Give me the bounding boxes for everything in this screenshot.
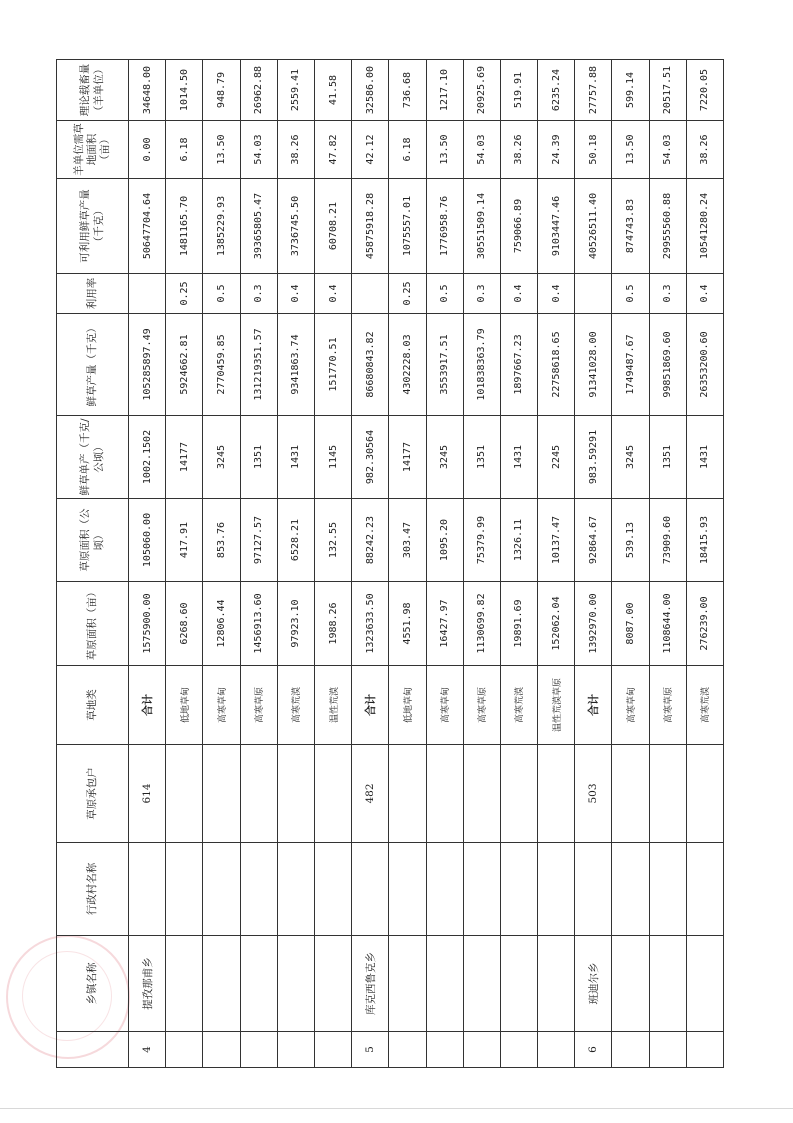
unit-yield-cell: 14177 bbox=[389, 416, 426, 499]
sheep-unit-area-cell: 54.03 bbox=[463, 121, 500, 179]
area-mu-cell: 1575900.00 bbox=[129, 582, 166, 666]
grass-type-cell: 高寒草原 bbox=[649, 666, 686, 745]
area-ha-cell: 18415.93 bbox=[686, 499, 723, 582]
village-cell bbox=[277, 843, 314, 936]
col-header-area-ha: 草原面积（公顷） bbox=[57, 499, 129, 582]
township-cell bbox=[686, 936, 723, 1032]
township-cell: 班迪尔乡 bbox=[575, 936, 612, 1032]
col-header-fresh-yield: 鲜草产量（千克） bbox=[57, 314, 129, 416]
capacity-cell: 6235.24 bbox=[538, 60, 575, 121]
township-cell: 提孜那甫乡 bbox=[129, 936, 166, 1032]
sheep-unit-area-cell: 0.00 bbox=[129, 121, 166, 179]
util-rate-cell bbox=[352, 274, 389, 314]
col-header-capacity: 理论载畜量（羊单位） bbox=[57, 60, 129, 121]
grass-type-cell: 高寒荒漠 bbox=[686, 666, 723, 745]
capacity-cell: 34648.00 bbox=[129, 60, 166, 121]
util-rate-cell: 0.4 bbox=[538, 274, 575, 314]
grass-type-cell: 高寒草甸 bbox=[612, 666, 649, 745]
grass-type-cell: 高寒草原 bbox=[463, 666, 500, 745]
row-index-cell: 5 bbox=[352, 1032, 389, 1068]
capacity-cell: 948.79 bbox=[203, 60, 240, 121]
area-mu-cell: 276239.00 bbox=[686, 582, 723, 666]
unit-yield-cell: 1431 bbox=[686, 416, 723, 499]
sheep-unit-area-cell: 38.26 bbox=[277, 121, 314, 179]
contracts-cell bbox=[277, 745, 314, 843]
unit-yield-cell: 1431 bbox=[277, 416, 314, 499]
contracts-cell bbox=[500, 745, 537, 843]
contracts-cell bbox=[612, 745, 649, 843]
capacity-cell: 32586.00 bbox=[352, 60, 389, 121]
area-mu-cell: 1988.26 bbox=[314, 582, 351, 666]
col-header-grass-type: 草地类 bbox=[57, 666, 129, 745]
usable-yield-cell: 30551509.14 bbox=[463, 179, 500, 274]
capacity-cell: 27757.88 bbox=[575, 60, 612, 121]
row-index-cell bbox=[277, 1032, 314, 1068]
area-mu-cell: 16427.97 bbox=[426, 582, 463, 666]
capacity-cell: 26962.88 bbox=[240, 60, 277, 121]
row-index-cell bbox=[426, 1032, 463, 1068]
village-cell bbox=[686, 843, 723, 936]
sheep-unit-area-cell: 50.18 bbox=[575, 121, 612, 179]
fresh-yield-cell: 1749487.67 bbox=[612, 314, 649, 416]
village-cell bbox=[389, 843, 426, 936]
unit-yield-cell: 2245 bbox=[538, 416, 575, 499]
table-row bbox=[277, 60, 314, 1068]
township-cell bbox=[166, 936, 203, 1032]
row-index-cell bbox=[203, 1032, 240, 1068]
township-cell bbox=[240, 936, 277, 1032]
capacity-cell: 20517.51 bbox=[649, 60, 686, 121]
township-cell bbox=[500, 936, 537, 1032]
col-header-unit-yield: 鲜草单产（千克/公顷） bbox=[57, 416, 129, 499]
village-cell bbox=[426, 843, 463, 936]
village-cell bbox=[538, 843, 575, 936]
usable-yield-cell: 3736745.50 bbox=[277, 179, 314, 274]
area-mu-cell: 6268.60 bbox=[166, 582, 203, 666]
unit-yield-cell: 982.30564 bbox=[352, 416, 389, 499]
contracts-cell: 482 bbox=[352, 745, 389, 843]
unit-yield-cell: 3245 bbox=[426, 416, 463, 499]
village-cell bbox=[575, 843, 612, 936]
area-ha-cell: 73909.60 bbox=[649, 499, 686, 582]
grass-type-cell: 温性荒漠 bbox=[314, 666, 351, 745]
township-cell bbox=[612, 936, 649, 1032]
capacity-cell: 2559.41 bbox=[277, 60, 314, 121]
unit-yield-cell: 1002.1502 bbox=[129, 416, 166, 499]
util-rate-cell: 0.4 bbox=[277, 274, 314, 314]
table-row bbox=[538, 60, 575, 1068]
township-cell bbox=[426, 936, 463, 1032]
area-mu-cell: 152062.04 bbox=[538, 582, 575, 666]
area-ha-cell: 132.55 bbox=[314, 499, 351, 582]
area-ha-cell: 88242.23 bbox=[352, 499, 389, 582]
grass-type-cell: 合计 bbox=[575, 666, 612, 745]
village-cell bbox=[612, 843, 649, 936]
sheep-unit-area-cell: 13.50 bbox=[612, 121, 649, 179]
unit-yield-cell: 3245 bbox=[203, 416, 240, 499]
area-ha-cell: 539.13 bbox=[612, 499, 649, 582]
col-header-index bbox=[57, 1032, 129, 1068]
usable-yield-cell: 45875918.28 bbox=[352, 179, 389, 274]
fresh-yield-cell: 151770.51 bbox=[314, 314, 351, 416]
col-header-township: 乡镇名称 bbox=[57, 936, 129, 1032]
fresh-yield-cell: 9341863.74 bbox=[277, 314, 314, 416]
capacity-cell: 41.58 bbox=[314, 60, 351, 121]
township-cell: 库克西鲁克乡 bbox=[352, 936, 389, 1032]
row-index-cell bbox=[389, 1032, 426, 1068]
area-ha-cell: 303.47 bbox=[389, 499, 426, 582]
util-rate-cell: 0.25 bbox=[389, 274, 426, 314]
util-rate-cell bbox=[575, 274, 612, 314]
row-index-cell bbox=[314, 1032, 351, 1068]
util-rate-cell: 0.5 bbox=[203, 274, 240, 314]
table-row bbox=[612, 60, 649, 1068]
contracts-cell bbox=[203, 745, 240, 843]
table-row bbox=[686, 60, 723, 1068]
usable-yield-cell: 50647704.64 bbox=[129, 179, 166, 274]
table-row bbox=[352, 60, 389, 1068]
area-mu-cell: 4551.98 bbox=[389, 582, 426, 666]
capacity-cell: 7220.05 bbox=[686, 60, 723, 121]
page-bottom-rule bbox=[0, 1108, 793, 1109]
usable-yield-cell: 29955560.88 bbox=[649, 179, 686, 274]
usable-yield-cell: 1385229.93 bbox=[203, 179, 240, 274]
row-index-cell bbox=[463, 1032, 500, 1068]
row-index-cell bbox=[500, 1032, 537, 1068]
village-cell bbox=[314, 843, 351, 936]
fresh-yield-cell: 1897667.23 bbox=[500, 314, 537, 416]
township-cell bbox=[203, 936, 240, 1032]
village-cell bbox=[203, 843, 240, 936]
capacity-cell: 736.68 bbox=[389, 60, 426, 121]
table-row bbox=[500, 60, 537, 1068]
fresh-yield-cell: 22758618.65 bbox=[538, 314, 575, 416]
grass-type-cell: 低地草甸 bbox=[166, 666, 203, 745]
table-row bbox=[575, 60, 612, 1068]
util-rate-cell: 0.4 bbox=[500, 274, 537, 314]
area-ha-cell: 1095.20 bbox=[426, 499, 463, 582]
grass-type-cell: 高寒草甸 bbox=[203, 666, 240, 745]
area-ha-cell: 853.76 bbox=[203, 499, 240, 582]
sheep-unit-area-cell: 38.26 bbox=[686, 121, 723, 179]
row-index-cell bbox=[538, 1032, 575, 1068]
contracts-cell bbox=[314, 745, 351, 843]
area-ha-cell: 6528.21 bbox=[277, 499, 314, 582]
township-cell bbox=[314, 936, 351, 1032]
col-header-village: 行政村名称 bbox=[57, 843, 129, 936]
row-index-cell bbox=[612, 1032, 649, 1068]
area-ha-cell: 10137.47 bbox=[538, 499, 575, 582]
village-cell bbox=[129, 843, 166, 936]
capacity-cell: 1217.10 bbox=[426, 60, 463, 121]
village-cell bbox=[500, 843, 537, 936]
area-mu-cell: 1456913.60 bbox=[240, 582, 277, 666]
area-mu-cell: 19891.69 bbox=[500, 582, 537, 666]
sheep-unit-area-cell: 54.03 bbox=[240, 121, 277, 179]
area-mu-cell: 1108644.00 bbox=[649, 582, 686, 666]
table-row bbox=[314, 60, 351, 1068]
sheep-unit-area-cell: 54.03 bbox=[649, 121, 686, 179]
rotated-page bbox=[56, 60, 724, 1068]
row-index-cell bbox=[166, 1032, 203, 1068]
area-mu-cell: 12806.44 bbox=[203, 582, 240, 666]
sheep-unit-area-cell: 13.50 bbox=[203, 121, 240, 179]
row-index-cell bbox=[649, 1032, 686, 1068]
table-row bbox=[129, 60, 166, 1068]
util-rate-cell: 0.25 bbox=[166, 274, 203, 314]
sheep-unit-area-cell: 13.50 bbox=[426, 121, 463, 179]
table-header bbox=[57, 60, 129, 1068]
capacity-cell: 20925.69 bbox=[463, 60, 500, 121]
grass-type-cell: 高寒荒漠 bbox=[277, 666, 314, 745]
util-rate-cell: 0.3 bbox=[240, 274, 277, 314]
township-cell bbox=[389, 936, 426, 1032]
util-rate-cell: 0.4 bbox=[314, 274, 351, 314]
table-row bbox=[389, 60, 426, 1068]
contracts-cell bbox=[389, 745, 426, 843]
area-ha-cell: 1326.11 bbox=[500, 499, 537, 582]
contracts-cell bbox=[240, 745, 277, 843]
area-ha-cell: 105060.00 bbox=[129, 499, 166, 582]
unit-yield-cell: 1351 bbox=[463, 416, 500, 499]
table-row bbox=[649, 60, 686, 1068]
township-cell bbox=[538, 936, 575, 1032]
fresh-yield-cell: 101838363.79 bbox=[463, 314, 500, 416]
township-cell bbox=[463, 936, 500, 1032]
usable-yield-cell: 39365805.47 bbox=[240, 179, 277, 274]
usable-yield-cell: 1075557.01 bbox=[389, 179, 426, 274]
util-rate-cell: 0.3 bbox=[463, 274, 500, 314]
util-rate-cell bbox=[129, 274, 166, 314]
fresh-yield-cell: 2770459.85 bbox=[203, 314, 240, 416]
unit-yield-cell: 1431 bbox=[500, 416, 537, 499]
capacity-cell: 1014.50 bbox=[166, 60, 203, 121]
usable-yield-cell: 10541280.24 bbox=[686, 179, 723, 274]
usable-yield-cell: 759066.89 bbox=[500, 179, 537, 274]
util-rate-cell: 0.4 bbox=[686, 274, 723, 314]
col-header-usable-yield: 可利用鲜草产量（千克） bbox=[57, 179, 129, 274]
capacity-cell: 599.14 bbox=[612, 60, 649, 121]
util-rate-cell: 0.5 bbox=[612, 274, 649, 314]
contracts-cell bbox=[686, 745, 723, 843]
fresh-yield-cell: 86680843.82 bbox=[352, 314, 389, 416]
grass-type-cell: 低地草甸 bbox=[389, 666, 426, 745]
util-rate-cell: 0.3 bbox=[649, 274, 686, 314]
fresh-yield-cell: 4302228.03 bbox=[389, 314, 426, 416]
contracts-cell bbox=[649, 745, 686, 843]
usable-yield-cell: 40526511.40 bbox=[575, 179, 612, 274]
fresh-yield-cell: 99851869.60 bbox=[649, 314, 686, 416]
unit-yield-cell: 14177 bbox=[166, 416, 203, 499]
row-index-cell bbox=[240, 1032, 277, 1068]
row-index-cell: 4 bbox=[129, 1032, 166, 1068]
area-mu-cell: 1323633.50 bbox=[352, 582, 389, 666]
table-row bbox=[166, 60, 203, 1068]
area-mu-cell: 97923.10 bbox=[277, 582, 314, 666]
contracts-cell: 503 bbox=[575, 745, 612, 843]
sheep-unit-area-cell: 38.26 bbox=[500, 121, 537, 179]
contracts-cell bbox=[426, 745, 463, 843]
usable-yield-cell: 1776958.76 bbox=[426, 179, 463, 274]
area-ha-cell: 92864.67 bbox=[575, 499, 612, 582]
contracts-cell bbox=[166, 745, 203, 843]
grassland-capacity-table bbox=[56, 59, 724, 1068]
sheep-unit-area-cell: 24.39 bbox=[538, 121, 575, 179]
area-ha-cell: 417.91 bbox=[166, 499, 203, 582]
township-cell bbox=[277, 936, 314, 1032]
col-header-area-mu: 草原面积（亩） bbox=[57, 582, 129, 666]
row-index-cell bbox=[686, 1032, 723, 1068]
unit-yield-cell: 1351 bbox=[240, 416, 277, 499]
row-index-cell: 6 bbox=[575, 1032, 612, 1068]
col-header-sheep-unit-area: 羊单位需草地面积（亩） bbox=[57, 121, 129, 179]
fresh-yield-cell: 26353200.60 bbox=[686, 314, 723, 416]
fresh-yield-cell: 131219351.57 bbox=[240, 314, 277, 416]
township-cell bbox=[649, 936, 686, 1032]
area-ha-cell: 75379.99 bbox=[463, 499, 500, 582]
capacity-cell: 519.91 bbox=[500, 60, 537, 121]
fresh-yield-cell: 91341028.00 bbox=[575, 314, 612, 416]
village-cell bbox=[166, 843, 203, 936]
contracts-cell bbox=[463, 745, 500, 843]
grass-type-cell: 高寒荒漠 bbox=[500, 666, 537, 745]
sheep-unit-area-cell: 6.18 bbox=[389, 121, 426, 179]
col-header-contracts: 草原承包户 bbox=[57, 745, 129, 843]
usable-yield-cell: 874743.83 bbox=[612, 179, 649, 274]
area-ha-cell: 97127.57 bbox=[240, 499, 277, 582]
table-row bbox=[463, 60, 500, 1068]
grass-type-cell: 合计 bbox=[352, 666, 389, 745]
unit-yield-cell: 1351 bbox=[649, 416, 686, 499]
sheep-unit-area-cell: 6.18 bbox=[166, 121, 203, 179]
usable-yield-cell: 1481165.70 bbox=[166, 179, 203, 274]
contracts-cell bbox=[538, 745, 575, 843]
area-mu-cell: 1130699.82 bbox=[463, 582, 500, 666]
table-row bbox=[203, 60, 240, 1068]
village-cell bbox=[649, 843, 686, 936]
fresh-yield-cell: 5924662.81 bbox=[166, 314, 203, 416]
area-mu-cell: 1392970.00 bbox=[575, 582, 612, 666]
grass-type-cell: 高寒草甸 bbox=[426, 666, 463, 745]
fresh-yield-cell: 105285897.49 bbox=[129, 314, 166, 416]
sheep-unit-area-cell: 42.12 bbox=[352, 121, 389, 179]
unit-yield-cell: 3245 bbox=[612, 416, 649, 499]
unit-yield-cell: 983.59291 bbox=[575, 416, 612, 499]
table-row bbox=[426, 60, 463, 1068]
area-mu-cell: 8087.00 bbox=[612, 582, 649, 666]
fresh-yield-cell: 3553917.51 bbox=[426, 314, 463, 416]
unit-yield-cell: 1145 bbox=[314, 416, 351, 499]
grass-type-cell: 合计 bbox=[129, 666, 166, 745]
village-cell bbox=[352, 843, 389, 936]
usable-yield-cell: 9103447.46 bbox=[538, 179, 575, 274]
table-row bbox=[240, 60, 277, 1068]
grass-type-cell: 温性荒漠草原 bbox=[538, 666, 575, 745]
grass-type-cell: 高寒草原 bbox=[240, 666, 277, 745]
village-cell bbox=[463, 843, 500, 936]
contracts-cell: 614 bbox=[129, 745, 166, 843]
table-body bbox=[129, 60, 724, 1068]
util-rate-cell: 0.5 bbox=[426, 274, 463, 314]
sheep-unit-area-cell: 47.82 bbox=[314, 121, 351, 179]
village-cell bbox=[240, 843, 277, 936]
col-header-util-rate: 利用率 bbox=[57, 274, 129, 314]
usable-yield-cell: 60708.21 bbox=[314, 179, 351, 274]
